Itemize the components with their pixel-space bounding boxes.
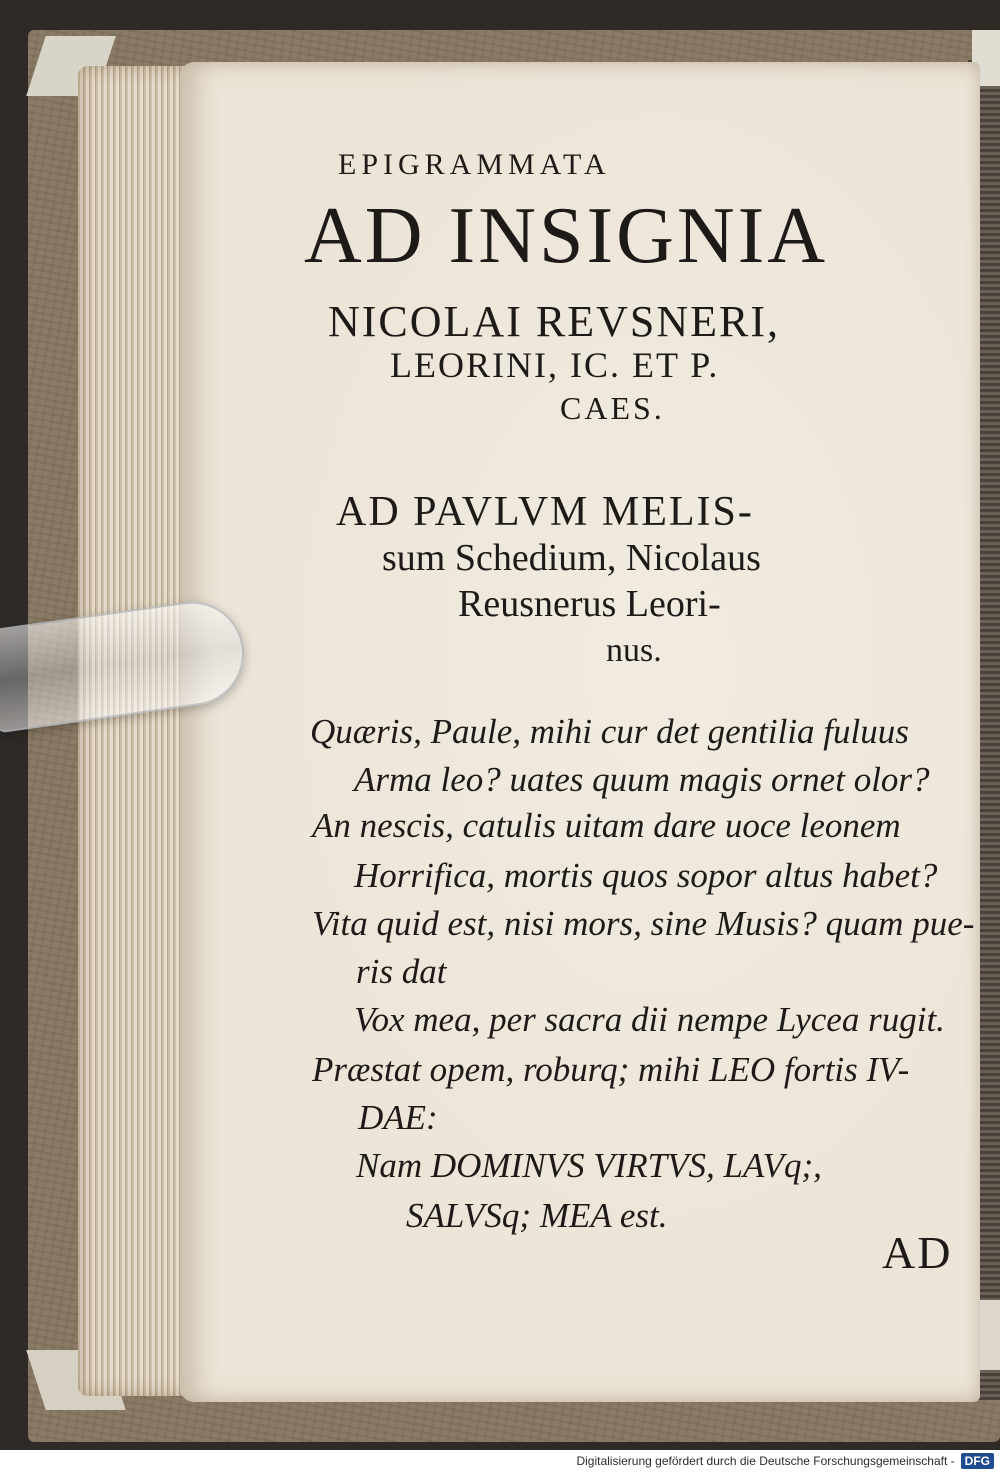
footer-credit: Digitalisierung gefördert durch die Deutsche Forschungsgemeinschaft - xyxy=(576,1454,955,1468)
footer-bar xyxy=(0,1450,1000,1472)
dfg-logo-icon[interactable]: DFG xyxy=(961,1453,994,1469)
heading-line-4: nus. xyxy=(606,632,662,669)
poem-line: DAE: xyxy=(358,1098,438,1137)
poem-line: Nam DOMINVS VIRTVS, LAVq;, xyxy=(356,1146,822,1185)
heading-line-2: sum Schedium, Nicolaus xyxy=(382,537,761,579)
heading-line-3: Reusnerus Leori- xyxy=(458,583,721,625)
poem-line: Præstat opem, roburq; mihi LEO fortis IV- xyxy=(312,1050,910,1089)
catchword: AD xyxy=(882,1227,953,1278)
poem-line: ris dat xyxy=(356,952,447,991)
poem-line: Quæris, Paule, mihi cur det gentilia fuluus xyxy=(310,712,909,751)
poem-line: Vox mea, per sacra dii nempe Lycea rugit. xyxy=(354,1000,945,1039)
poem-line: SALVSq; MEA est. xyxy=(406,1196,668,1235)
title-line-origin: LEORINI, IC. ET P. xyxy=(390,345,720,385)
poem-line: Vita quid est, nisi mors, sine Musis? quam pue- xyxy=(312,904,975,943)
title-large: AD INSIGNIA xyxy=(304,192,829,280)
title-small: EPIGRAMMATA xyxy=(338,148,611,181)
poem-line: Arma leo? uates quum magis ornet olor? xyxy=(354,760,930,799)
title-line-caes: CAES. xyxy=(560,390,665,426)
title-line-name: NICOLAI REVSNERI, xyxy=(328,297,780,346)
poem-line: Horrifica, mortis quos sopor altus habet? xyxy=(354,856,938,895)
poem-line: An nescis, catulis uitam dare uoce leonem xyxy=(312,806,901,845)
heading-line-1: AD PAVLVM MELIS- xyxy=(336,489,754,535)
